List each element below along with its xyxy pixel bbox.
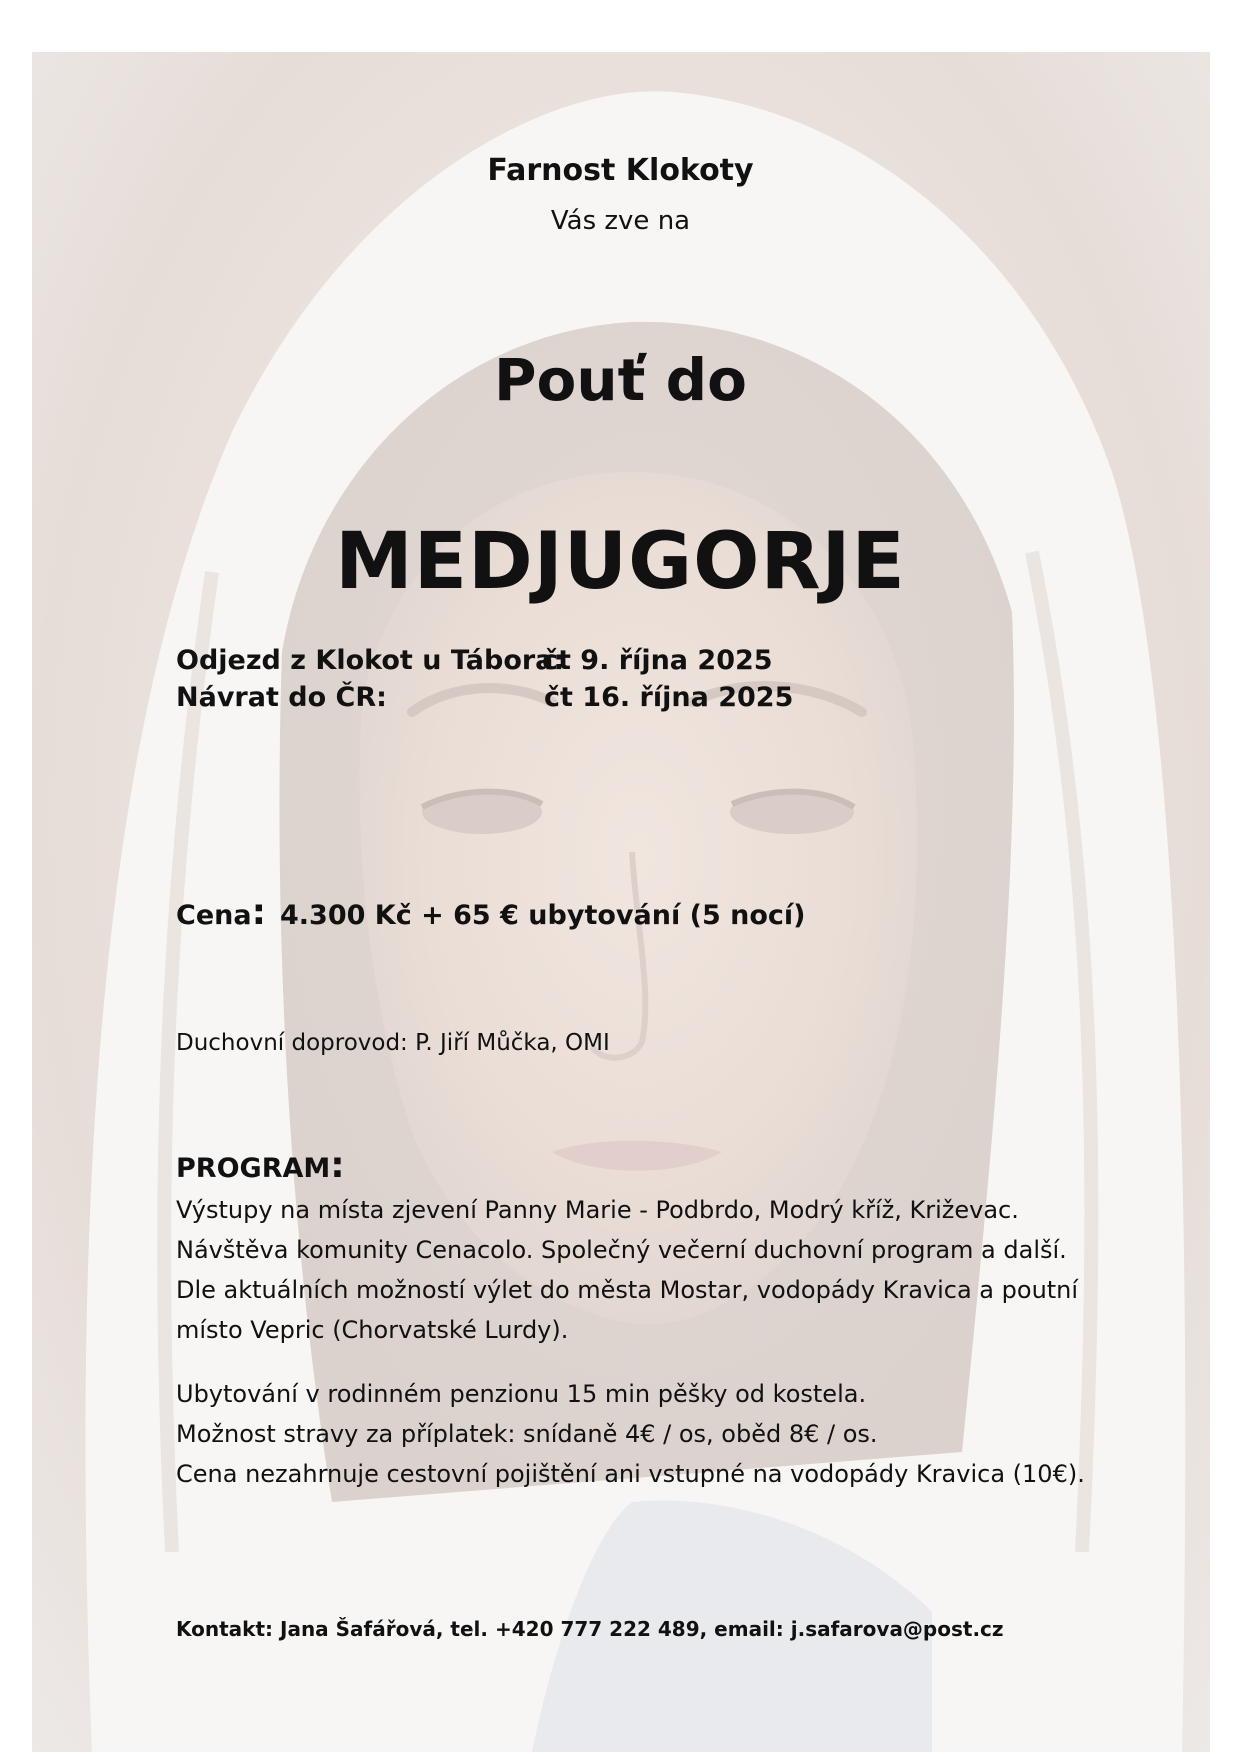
program-heading-colon: : bbox=[330, 1145, 345, 1186]
details-line: Cena nezahrnuje cestovní pojištění ani vstupné na vodopády Kravica (10€). bbox=[176, 1460, 1085, 1488]
program-line: Dle aktuálních možností výlet do města Mostar, vodopády Kravica a poutní bbox=[176, 1276, 1079, 1304]
program-line: místo Vepric (Chorvatské Lurdy). bbox=[176, 1316, 569, 1344]
program-description bbox=[176, 1190, 1136, 1350]
details-line: Možnost stravy za příplatek: snídaně 4€ / os, oběd 8€ / os. bbox=[176, 1420, 878, 1448]
contact-line: Kontakt: Jana Šafářová, tel. +420 777 222 489, email: j.safarova@post.cz bbox=[176, 1617, 1004, 1641]
departure-date: čt 9. října 2025 bbox=[542, 645, 773, 676]
spiritual-guide: Duchovní doprovod: P. Jiří Můčka, OMI bbox=[176, 1030, 610, 1056]
program-details bbox=[176, 1374, 1136, 1494]
destination-title: MEDJUGORJE bbox=[335, 517, 906, 607]
departure-label: Odjezd z Klokot u Tábora: bbox=[176, 645, 565, 676]
return-date: čt 16. října 2025 bbox=[544, 682, 794, 713]
organization-name: Farnost Klokoty bbox=[487, 153, 754, 188]
program-heading-text: PROGRAM bbox=[176, 1153, 331, 1184]
title-line: Pouť do bbox=[494, 346, 747, 414]
invitation-text: Vás zve na bbox=[550, 206, 691, 236]
details-line: Ubytování v rodinném penzionu 15 min pěšky od kostela. bbox=[176, 1380, 867, 1408]
price-value: 4.300 Kč + 65 € ubytování (5 nocí) bbox=[279, 900, 806, 931]
return-label: Návrat do ČR: bbox=[176, 682, 387, 713]
program-line: Výstupy na místa zjevení Panny Marie - Podbrdo, Modrý kříž, Križevac. bbox=[176, 1196, 1019, 1224]
program-heading bbox=[176, 1145, 345, 1186]
price-label: Cena bbox=[176, 900, 252, 931]
program-line: Návštěva komunity Cenacolo. Společný večerní duchovní program a další. bbox=[176, 1236, 1067, 1264]
price-colon: : bbox=[251, 892, 266, 933]
price-line bbox=[176, 892, 806, 933]
